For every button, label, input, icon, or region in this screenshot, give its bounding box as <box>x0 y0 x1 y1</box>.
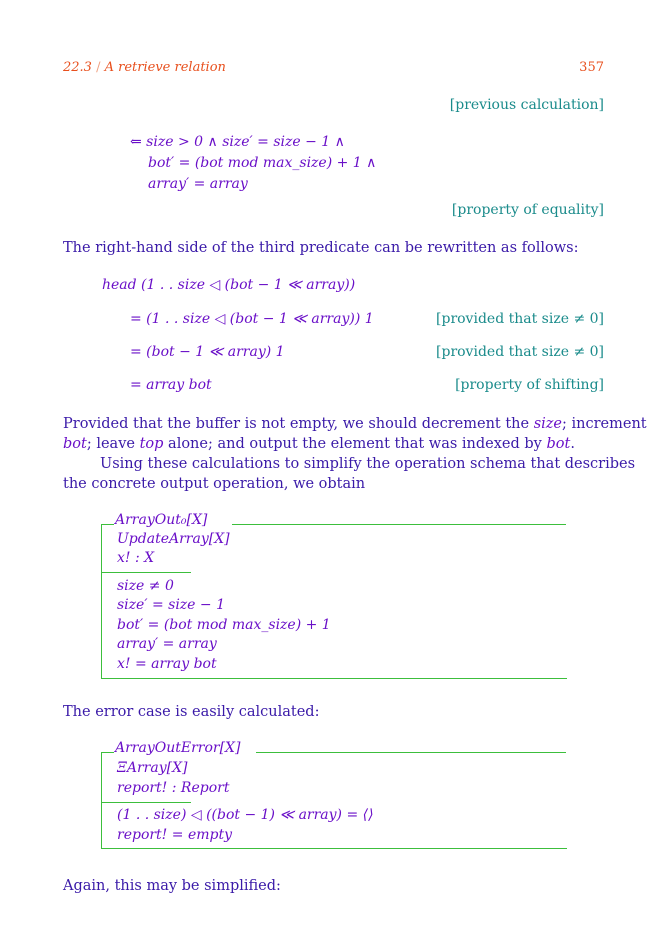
section-title: A retrieve relation <box>104 60 226 75</box>
justification-equality: [property of equality] <box>451 202 604 218</box>
calc-line-3: array′ = array <box>148 176 248 192</box>
schema2-left-rule <box>101 752 102 848</box>
var-bot-2: bot <box>546 436 571 452</box>
calc2-step-1: = (1 . . size ◁ (bot − 1 ≪ array)) 1 <box>130 311 374 327</box>
paragraph-provided-line-1: Provided that the buffer is not empty, we should decrement the size; increment <box>63 416 647 432</box>
justification-previous: [previous calculation] <box>449 97 604 113</box>
schema1-name: ArrayOut₀[X] <box>115 512 208 528</box>
schema1-top-rule-right <box>232 524 566 525</box>
schema2-divider <box>101 802 191 803</box>
schema2-bottom-rule <box>101 848 567 849</box>
schema1-left-rule <box>101 524 102 678</box>
schema1-top-rule-left <box>101 524 114 525</box>
var-size: size <box>533 416 563 432</box>
schema1-pred-2: size′ = size − 1 <box>117 597 225 613</box>
schema1-pred-1: size ≠ 0 <box>117 578 174 594</box>
calc-line-2: bot′ = (bot mod max_size) + 1 ∧ <box>148 155 377 171</box>
schema2-pred-1: (1 . . size) ◁ ((bot − 1) ≪ array) = ⟨⟩ <box>117 807 374 823</box>
section-number: 22.3 <box>63 60 92 75</box>
paragraph-provided-line-2: bot; leave top alone; and output the element that was indexed by bot. <box>63 436 575 452</box>
schema2-decl-2: report! : Report <box>117 780 230 796</box>
var-bot: bot <box>63 436 87 452</box>
schema1-decl-1: UpdateArray[X] <box>117 531 230 547</box>
calc2-head: head (1 . . size ◁ (bot − 1 ≪ array)) <box>102 277 356 293</box>
calc2-just-1: [provided that size ≠ 0] <box>436 311 604 327</box>
schema1-pred-5: x! = array bot <box>117 656 217 672</box>
calc2-just-2: [provided that size ≠ 0] <box>436 344 604 360</box>
page-number: 357 <box>579 60 604 75</box>
paragraph-using-line-2: the concrete output operation, we obtain <box>63 476 366 492</box>
schema1-bottom-rule <box>101 678 567 679</box>
calc2-just-3: [property of shifting] <box>455 377 604 393</box>
calc-line-1: ⇐ size > 0 ∧ size′ = size − 1 ∧ <box>130 134 345 150</box>
schema1-decl-2: x! : X <box>117 550 155 566</box>
header-separator: / <box>96 60 101 75</box>
paragraph-using-line-1: Using these calculations to simplify the operation schema that describes <box>100 456 636 472</box>
schema2-top-rule-left <box>101 752 114 753</box>
schema1-divider <box>101 572 191 573</box>
schema1-pred-4: array′ = array <box>117 636 217 652</box>
var-top: top <box>139 436 164 452</box>
calc2-step-3: = array bot <box>130 377 212 393</box>
paragraph-simplified: Again, this may be simplified: <box>63 878 281 894</box>
schema2-decl-1: ΞArray[X] <box>117 760 188 776</box>
schema2-pred-2: report! = empty <box>117 827 233 843</box>
paragraph-error-case: The error case is easily calculated: <box>63 704 320 720</box>
schema2-name: ArrayOutError[X] <box>115 740 241 756</box>
schema1-pred-3: bot′ = (bot mod max_size) + 1 <box>117 617 331 633</box>
calc2-step-2: = (bot − 1 ≪ array) 1 <box>130 344 285 360</box>
paragraph-rewrite: The right-hand side of the third predicate can be rewritten as follows: <box>63 240 579 256</box>
running-header <box>63 60 226 75</box>
schema2-top-rule-right <box>256 752 566 753</box>
